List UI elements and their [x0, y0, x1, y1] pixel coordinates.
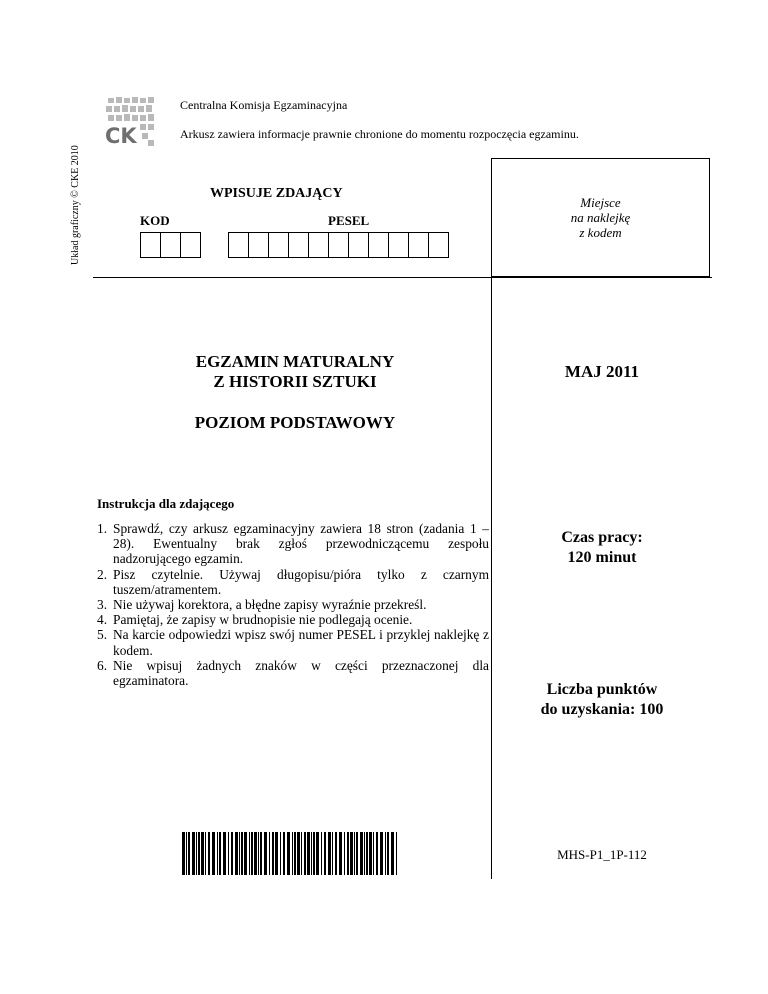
- instruction-text: Sprawdź, czy arkusz egzaminacyjny zawiera 18 stron (zadania 1 – 28). Ewentualny brak zgłoś przewodniczącemu zespołu nadzorującego egzamin.: [113, 521, 489, 567]
- instruction-number: 3.: [97, 597, 108, 613]
- sheet-code: MHS-P1_1P-112: [557, 847, 647, 862]
- pesel-label: PESEL: [328, 213, 370, 228]
- barcode-bar: [188, 832, 190, 875]
- exam-date: MAJ 2011: [564, 362, 640, 381]
- barcode-bar: [212, 832, 215, 875]
- barcode-bar: [244, 832, 247, 875]
- barcode-bar: [380, 832, 383, 875]
- work-time: [492, 528, 712, 568]
- student-section-heading: WPISUJE ZDAJĄCY: [210, 186, 343, 201]
- barcode-bar: [223, 832, 226, 875]
- barcode-bar: [249, 832, 250, 875]
- barcode-bar: [366, 832, 368, 875]
- sticker-line-3: z kodem: [579, 225, 622, 240]
- barcode-bar: [387, 832, 389, 875]
- barcode-bar: [235, 832, 238, 875]
- barcode-bar: [373, 832, 374, 875]
- barcode-bar: [292, 832, 293, 875]
- barcode-bar: [335, 832, 337, 875]
- barcode-bar: [376, 832, 378, 875]
- barcode-bar: [294, 832, 296, 875]
- barcode-bar: [239, 832, 240, 875]
- instruction-item: [97, 658, 489, 688]
- barcode-bar: [385, 832, 386, 875]
- barcode-bar: [360, 832, 363, 875]
- sticker-placeholder: [491, 158, 710, 277]
- logo-text: CK: [105, 124, 137, 148]
- barcode-bar: [205, 832, 206, 875]
- instruction-text: Na karcie odpowiedzi wpisz swój numer PESEL i przyklej naklejkę z kodem.: [113, 627, 489, 658]
- exam-title-line-1: EGZAMIN MATURALNY: [195, 352, 395, 371]
- exam-level: POZIOM PODSTAWOWY: [194, 413, 396, 432]
- barcode-bar: [254, 832, 257, 875]
- pesel-digit-box[interactable]: [368, 232, 389, 258]
- copyright-note: Układ graficzny © CKE 2010: [70, 145, 81, 265]
- kod-input-boxes[interactable]: [141, 232, 201, 258]
- barcode-bar: [324, 832, 326, 875]
- pesel-digit-box[interactable]: [248, 232, 269, 258]
- barcode-bar: [228, 832, 229, 875]
- barcode-bar: [339, 832, 342, 875]
- barcode-bar: [192, 832, 195, 875]
- barcode-bar: [269, 832, 270, 875]
- work-time-value: 120 minut: [567, 549, 637, 566]
- pesel-digit-box[interactable]: [388, 232, 409, 258]
- legal-notice: Arkusz zawiera informacje prawnie chronione do momentu rozpoczęcia egzaminu.: [180, 127, 579, 141]
- barcode-bar: [356, 832, 358, 875]
- barcode-bar: [217, 832, 218, 875]
- instruction-number: 6.: [97, 657, 108, 673]
- barcode-bar: [396, 832, 397, 875]
- barcode-bar: [311, 832, 312, 875]
- barcode-bar: [201, 832, 204, 875]
- barcode-bar: [321, 832, 322, 875]
- barcode-bar: [272, 832, 274, 875]
- barcode-bar: [328, 832, 331, 875]
- barcode-bar: [231, 832, 233, 875]
- barcode-bar: [280, 832, 281, 875]
- institution-name: Centralna Komisja Egzaminacyjna: [180, 98, 348, 112]
- pesel-digit-box[interactable]: [328, 232, 349, 258]
- barcode-bar: [350, 832, 353, 875]
- cke-logo: [104, 96, 156, 152]
- instruction-number: 5.: [97, 627, 108, 643]
- pesel-input-boxes[interactable]: [229, 232, 449, 258]
- barcode-bar: [316, 832, 319, 875]
- barcode-bar: [301, 832, 302, 875]
- exam-title: [98, 352, 492, 392]
- max-points-label: Liczba punktów: [546, 681, 658, 698]
- barcode-bar: [307, 832, 310, 875]
- instruction-number: 2.: [97, 566, 108, 582]
- instruction-item: [97, 597, 489, 612]
- pesel-digit-box[interactable]: [308, 232, 329, 258]
- kod-label: KOD: [140, 213, 170, 228]
- pesel-digit-box[interactable]: [268, 232, 289, 258]
- barcode-bar: [251, 832, 253, 875]
- pesel-digit-box[interactable]: [288, 232, 309, 258]
- instructions-list: [97, 521, 489, 688]
- barcode-bar: [182, 832, 185, 875]
- barcode-bar: [347, 832, 349, 875]
- barcode-bar: [283, 832, 285, 875]
- barcode-bar: [287, 832, 290, 875]
- barcode-bar: [313, 832, 315, 875]
- barcode-bar: [258, 832, 259, 875]
- barcode-bar: [369, 832, 372, 875]
- barcode-bar: [297, 832, 300, 875]
- sticker-line-1: Miejsce: [580, 195, 621, 210]
- barcode-bar: [332, 832, 333, 875]
- barcode-bar: [264, 832, 267, 875]
- pesel-digit-box[interactable]: [228, 232, 249, 258]
- pesel-digit-box[interactable]: [348, 232, 369, 258]
- instruction-text: Nie używaj korektora, a błędne zapisy wyraźnie przekreśl.: [113, 597, 427, 613]
- barcode-bar: [198, 832, 200, 875]
- instruction-number: 1.: [97, 521, 108, 536]
- instruction-item: [97, 521, 489, 567]
- instruction-number: 4.: [97, 612, 108, 628]
- barcode-bar: [241, 832, 243, 875]
- instruction-text: Pamiętaj, że zapisy w brudnopisie nie podlegają ocenie.: [113, 612, 413, 628]
- barcode-bar: [391, 832, 394, 875]
- exam-title-line-2: Z HISTORII SZTUKI: [213, 372, 377, 391]
- sticker-line-2: na naklejkę: [570, 210, 631, 225]
- barcode-bar: [219, 832, 221, 875]
- instruction-text: Nie wpisuj żadnych znaków w części przeznaczonej dla egzaminatora.: [113, 657, 489, 689]
- barcode-bar: [364, 832, 365, 875]
- barcode-bar: [260, 832, 262, 875]
- work-time-label: Czas pracy:: [561, 529, 643, 546]
- instruction-item: [97, 627, 489, 657]
- kod-digit-box[interactable]: [180, 232, 201, 258]
- barcode: [182, 832, 400, 875]
- barcode-bar: [344, 832, 345, 875]
- barcode-bar: [208, 832, 210, 875]
- horizontal-divider: [93, 277, 712, 278]
- barcode-bar: [354, 832, 355, 875]
- barcode-bar: [275, 832, 278, 875]
- barcode-bar: [304, 832, 306, 875]
- instruction-item: [97, 612, 489, 627]
- kod-digit-box[interactable]: [160, 232, 181, 258]
- kod-digit-box[interactable]: [140, 232, 161, 258]
- pesel-digit-box[interactable]: [428, 232, 449, 258]
- instruction-item: [97, 567, 489, 597]
- instruction-text: Pisz czytelnie. Używaj długopisu/pióra tylko z czarnym tuszem/atramentem.: [113, 566, 489, 597]
- pesel-digit-box[interactable]: [408, 232, 429, 258]
- barcode-bar: [186, 832, 187, 875]
- max-points: [492, 680, 712, 720]
- barcode-bar: [196, 832, 197, 875]
- max-points-value: do uzyskania: 100: [540, 701, 664, 718]
- instructions-title: Instrukcja dla zdającego: [97, 496, 235, 511]
